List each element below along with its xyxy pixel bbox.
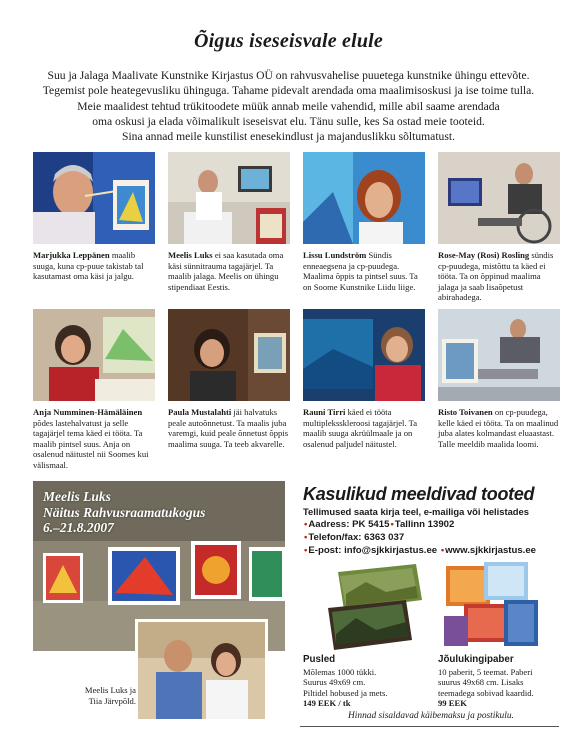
product-price: 149 EEK / tk [303, 698, 351, 708]
artist-bio: Sündis enneaegsena ja cp-puudega. Maalima õppis ta pintsel suus. Ta on Soome Kunstnike Liidu liige. [303, 250, 418, 292]
artist-card [303, 152, 425, 292]
contact-email [303, 545, 536, 556]
artist-name: Risto Toivanen [438, 407, 493, 417]
artist-caption [168, 250, 290, 292]
product-name: Jõulukingipaber [438, 654, 514, 665]
artist-name: Lissu Lundström [303, 250, 367, 260]
price-footnote: Hinnad sisaldavad käibemaksu ja postikulu. [348, 711, 514, 721]
artist-photo [303, 152, 425, 244]
artist-caption [168, 407, 290, 449]
artist-name: Rose-May (Rosi) Rosling [438, 250, 530, 260]
couple-caption: Meelis Luks ja Tiia Järvpõld. [84, 685, 136, 706]
intro-line: Tegemist pole heategevusliku ühinguga. Tahame pidevalt arendada oma maalimisoskusi ja ise toime tulla. [42, 84, 535, 98]
artist-name: Paula Mustalahti [168, 407, 232, 417]
puzzle-image [326, 564, 424, 650]
shop-subtitle: Tellimused saata kirja teel, e-mailiga või helistades [303, 506, 529, 517]
artist-name: Anja Numminen-Hämäläinen [33, 407, 143, 417]
bullet-icon: • [304, 545, 308, 556]
artist-card [33, 152, 155, 282]
email-link[interactable]: E-post: info@sjkkirjastus.ee [308, 545, 438, 556]
artist-name: Marjukka Leppänen [33, 250, 110, 260]
artist-caption [438, 250, 560, 303]
artist-photo [33, 309, 155, 401]
artist-caption [303, 407, 425, 449]
product-line: 10 paberit, 5 teemat. Paberi [438, 666, 533, 677]
artist-card [438, 309, 560, 449]
artist-bio: sündis cp-puudega, mistõttu ta käed ei tööta. Ta on õppinud maalima jalaga ja saab lisaõpetust abirahadega. [438, 250, 554, 303]
artist-name: Rauni Tirri [303, 407, 346, 417]
address-value: PK 5415 [352, 519, 390, 530]
address-label: Aadress: [308, 519, 350, 530]
address-city: Tallinn 13902 [394, 519, 455, 530]
intro-text [18, 68, 559, 144]
product-line: Suurus 49x69 cm. [303, 677, 366, 687]
exhibition-artist: Meelis Luks [43, 489, 111, 504]
product-line: teemadega sobivad kaardid. [438, 687, 534, 698]
artist-bio: põdes lastehalvatust ja selle tagajärjel tema käed ei tööta. Ta maalib pintsel suus. Anja on osalenud näitustel nii Soomes kui välismaal. [33, 417, 149, 470]
exhibition-event: Näitus Rahvusraamatukogus [43, 504, 206, 520]
artist-bio: on cp-puudega, kelle käed ei tööta. Ta on maalinud juba alates kolmandast eluaastast. Talle meeldib maalida loomi. [438, 407, 559, 449]
artist-photo [438, 309, 560, 401]
intro-line: Sina annad meile kunstilist enesekindlust ja majanduslikku sõltumatust. [122, 130, 455, 144]
artist-caption [303, 250, 425, 292]
artist-card [33, 309, 155, 471]
product-price: 99 EEK [438, 698, 467, 708]
bullet-icon: • [440, 545, 445, 556]
product-giftwrap [438, 655, 560, 709]
artist-card [168, 309, 290, 449]
phone-value: Telefon/fax: 6363 037 [308, 532, 405, 543]
product-name: Pusled [303, 654, 336, 665]
product-line: Piltidel hobused ja mets. [303, 687, 388, 698]
artist-card [303, 309, 425, 449]
product-puzzles [303, 655, 413, 709]
bullet-icon: • [304, 519, 308, 530]
artist-card [438, 152, 560, 303]
artist-photo [438, 152, 560, 244]
exhibition-dates: 6.–21.8.2007 [43, 520, 114, 535]
couple-photo [135, 619, 268, 722]
product-line: Mõlemas 1000 tükki. [303, 666, 377, 677]
bullet-icon: • [390, 519, 394, 530]
intro-line: oma oskusi ja elada võimalikult iseseisvat elu. Tänu sulle, kes Sa ostad meie tooteid. [92, 114, 485, 128]
page-title: Õigus iseseisvale elule [193, 30, 384, 52]
artist-bio: käed ei tööta multipleksskleroosi tagajärjel. Ta maalib suuga akrüülmaale ja on osalenud paljudel näitustel. [303, 407, 418, 449]
exhibition-heading [43, 489, 205, 536]
artist-bio: ei saa kasutada oma käsi sünnitrauma tagajärjel. Ta maalib jalaga. Meelis on ühingu stipendiaat Eestis. [168, 250, 284, 292]
artist-photo [33, 152, 155, 244]
artist-name: Meelis Luks [168, 250, 213, 260]
artist-photo [303, 309, 425, 401]
divider [300, 726, 559, 727]
contact-address [303, 519, 454, 530]
artist-card [168, 152, 290, 292]
intro-line: Suu ja Jalaga Maalivate Kunstnike Kirjastus OÜ on rahvusvahelise puuetega kunstnike ühingu ettevõte. [47, 69, 530, 82]
contact-phone [303, 532, 404, 543]
intro-line: Meie maalidest tehtud trükitoodete müük annab meile vahendid, mille abil saame arendada [77, 99, 500, 113]
website-link[interactable]: www.sjkkirjastus.ee [445, 545, 537, 556]
artist-caption [33, 407, 155, 471]
artist-bio: jäi halvatuks peale autoõnnetust. Ta maalis juba varemgi, kuid peale õnnetust õppis maalima suuga. Ta teeb akvarelle. [168, 407, 289, 449]
shop-title: Kasulikud meeldivad tooted [303, 484, 535, 504]
bullet-icon: • [304, 532, 308, 543]
artist-caption [438, 407, 560, 449]
artist-bio: maalib suuga, kuna cp-puue takistab tal kasutamast oma käsi ja jalgu. [33, 250, 144, 282]
artist-photo [168, 152, 290, 244]
giftwrap-image [444, 560, 540, 652]
artist-caption [33, 250, 155, 282]
artist-photo [168, 309, 290, 401]
product-line: suurus 49x68 cm. Lisaks [438, 677, 524, 687]
